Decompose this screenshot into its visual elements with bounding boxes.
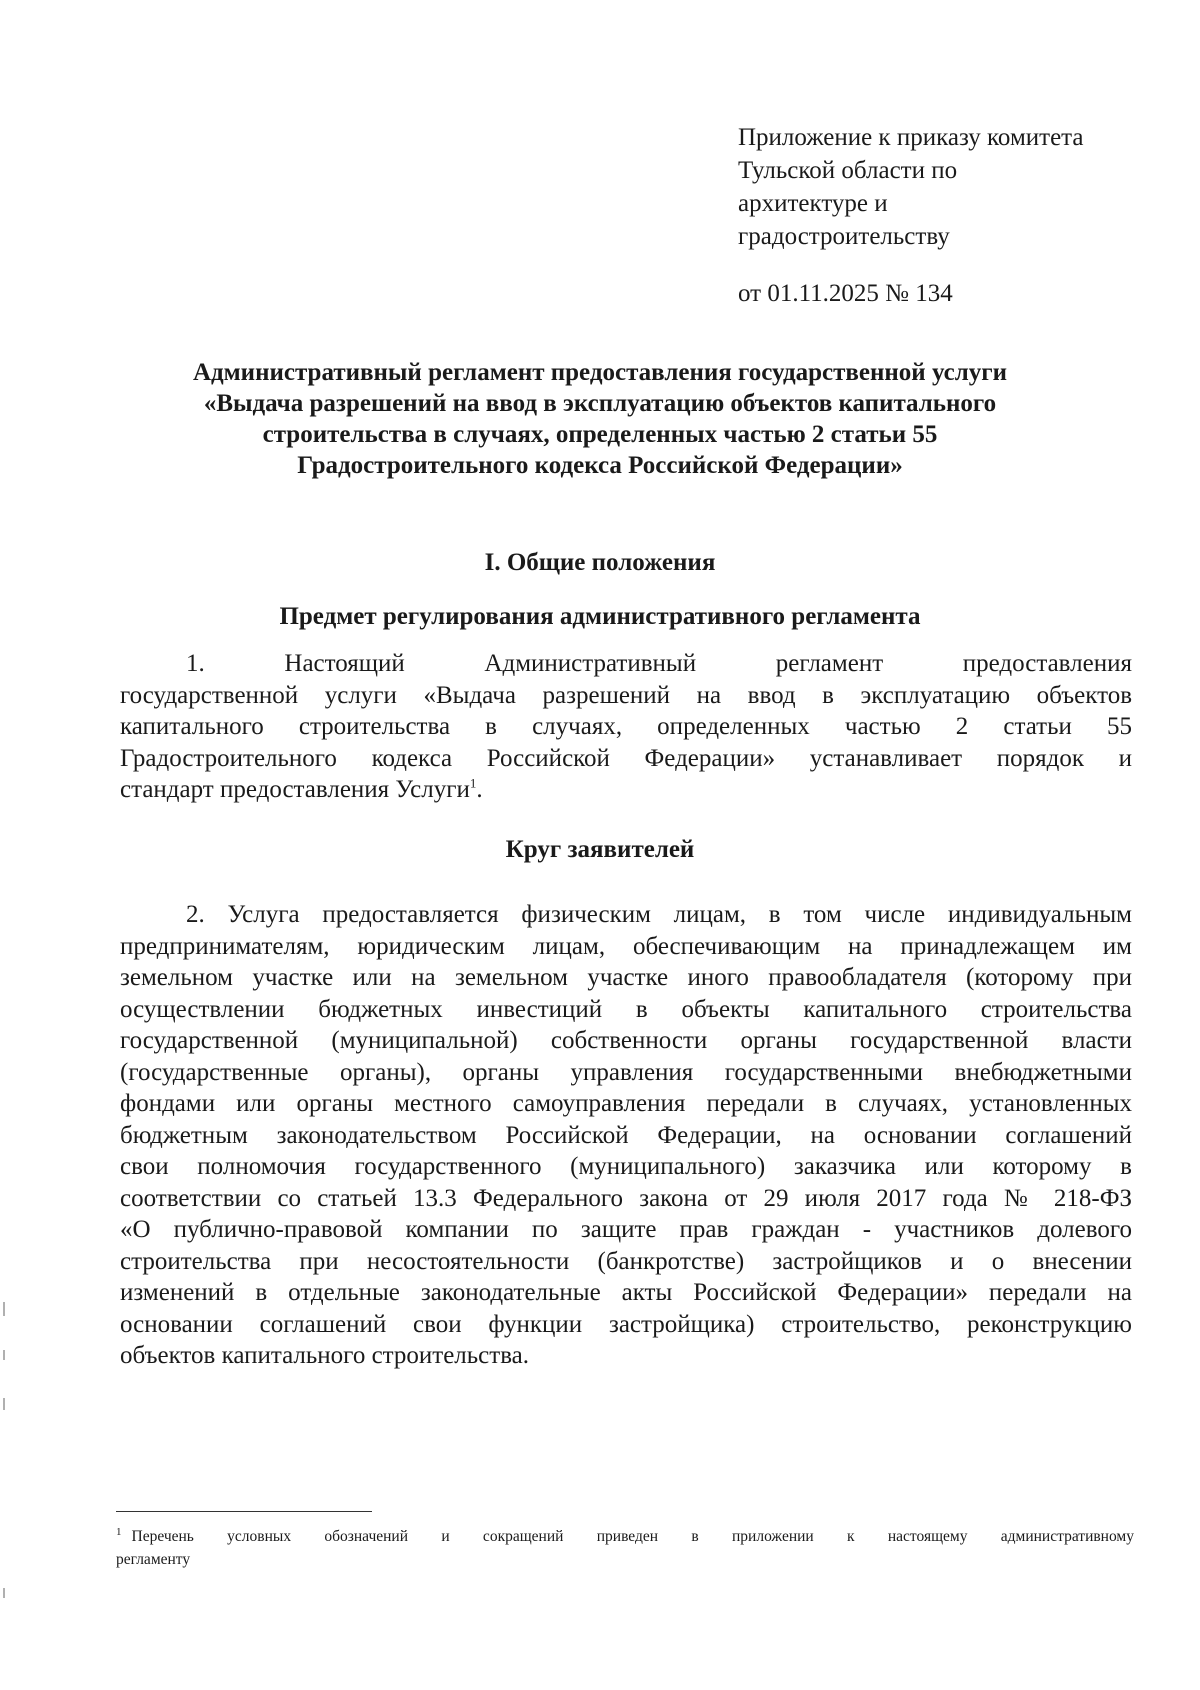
paragraph-line: основании соглашений свои функции застройщика) строительство, реконструкцию — [120, 1310, 1132, 1338]
footnote-divider — [116, 1511, 372, 1512]
footnote-line — [116, 1525, 1134, 1548]
paragraph-1 — [120, 648, 1132, 806]
paragraph-line: строительства при несостоятельности (банкротстве) застройщиков и о внесении — [120, 1247, 1132, 1275]
approval-line: Приложение к приказу комитета — [738, 124, 1084, 151]
footnote-reference[interactable]: 1 — [469, 775, 477, 791]
subsection-heading: Предмет регулирования административного регламента — [279, 603, 921, 630]
paragraph-line: государственной услуги «Выдача разрешений на ввод в эксплуатацию объектов — [120, 681, 1132, 709]
approval-line: Тульской области по — [738, 157, 958, 184]
footnote — [116, 1525, 1134, 1571]
footnote-text: Перечень условных обозначений и сокращений приведен в приложении к настоящему административному — [131, 1528, 1134, 1545]
scan-edge-mark — [3, 1350, 5, 1360]
paragraph-line: 2. Услуга предоставляется физическим лицам, в том числе индивидуальным — [186, 901, 1132, 928]
paragraph-line: (государственные органы), органы управления государственными внебюджетными — [120, 1058, 1132, 1086]
paragraph-line: фондами или органы местного самоуправления передали в случаях, установленных — [120, 1090, 1132, 1117]
paragraph-line: свои полномочия государственного (муниципального) заказчика или которому в — [120, 1153, 1132, 1180]
paragraph-line: предпринимателям, юридическим лицам, обеспечивающим на принадлежащем им — [120, 932, 1132, 960]
approval-block — [738, 121, 1138, 253]
paragraph-line: 1. Настоящий Административный регламент предоставления — [186, 650, 1132, 677]
title-line: Административный регламент предоставления государственной услуги — [192, 359, 1008, 386]
paragraph-line: соответствии со статьей 13.3 Федерального закона от 29 июля 2017 года № 218-ФЗ — [120, 1184, 1132, 1212]
title-line: Градостроительного кодекса Российской Федерации» — [297, 452, 903, 479]
title-line: «Выдача разрешений на ввод в эксплуатацию объектов капитального — [203, 390, 997, 417]
scan-edge-mark — [3, 1588, 5, 1598]
paragraph-line: государственной (муниципальной) собственности органы государственной власти — [120, 1027, 1132, 1054]
paragraph-line: изменений в отдельные законодательные акты Российской Федерации» передали на — [120, 1279, 1132, 1306]
scan-edge-mark — [3, 1398, 5, 1410]
scan-edge-mark — [3, 1302, 5, 1316]
title-line: строительства в случаях, определенных частью 2 статьи 55 — [262, 421, 938, 448]
paragraph-line: осуществлении бюджетных инвестиций в объекты капитального строительства — [120, 995, 1132, 1023]
footnote-number: 1 — [116, 1525, 122, 1538]
paragraph-line-last — [120, 774, 1132, 806]
paragraph-line: капитального строительства в случаях, определенных частью 2 статьи 55 — [120, 713, 1132, 740]
document-title — [120, 357, 1080, 481]
paragraph-line: Градостроительного кодекса Российской Федерации» устанавливает порядок и — [120, 744, 1132, 772]
footnote-line: регламенту — [116, 1551, 191, 1568]
paragraph-2 — [120, 899, 1132, 1372]
paragraph-line: «О публично-правовой компании по защите прав граждан - участников долевого — [120, 1216, 1132, 1243]
paragraph-line: бюджетным законодательством Российской Федерации, на основании соглашений — [120, 1121, 1132, 1149]
paragraph-line-text: стандарт предоставления Услуги — [120, 776, 470, 803]
approval-line: архитектуре и — [738, 190, 888, 217]
approval-date: от 01.11.2025 № 134 — [738, 280, 953, 307]
paragraph-ending: . — [476, 776, 483, 803]
section-heading: I. Общие положения — [484, 549, 716, 576]
paragraph-line: земельном участке или на земельном участке иного правообладателя (которому при — [120, 964, 1132, 991]
paragraph-line-last: объектов капитального строительства. — [120, 1342, 530, 1369]
approval-line: градостроительству — [738, 223, 950, 250]
applicants-heading: Круг заявителей — [505, 836, 695, 863]
